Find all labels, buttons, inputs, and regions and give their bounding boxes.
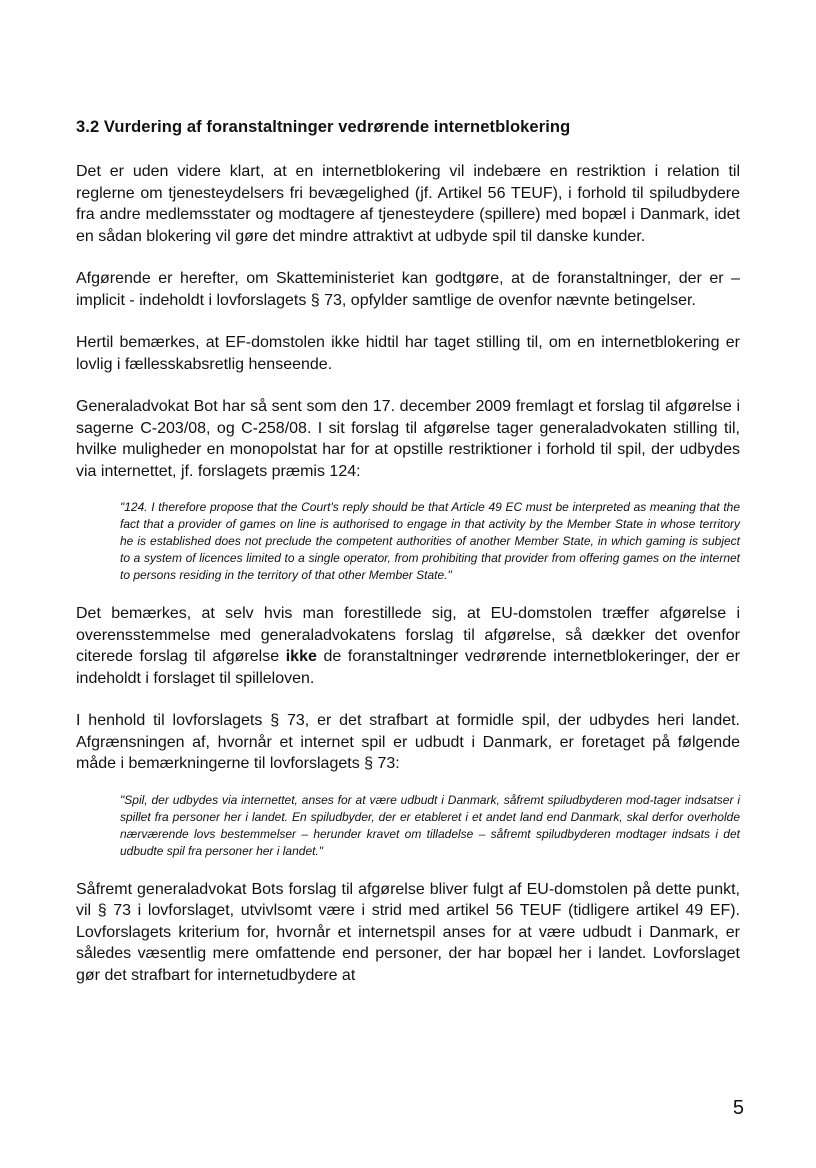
paragraph-5 [76,603,740,689]
quote-bemaerkninger: "Spil, der udbydes via internettet, anses for at være udbudt i Danmark, såfremt spiludbyderen mod-tager indsatser i spillet fra personer her i landet. En spiludbyder, der er etableret i et andet land end Danmark, skal derfor overholde nærværende lovs bestemmelser – herunder kravet om tilladelse – såfremt spiludbyderen modtager indsats i det udbudte spil fra personer her i landet." [120,792,740,858]
paragraph-5-text-start: Det bemærkes, at selv hvis man forestillede sig, at EU-domstolen træffer afgørelse i overensstemmelse med generaladvokatens forslag til afgørelse, så dækker det ovenfor citerede forslag til afgørelse [76,605,740,665]
paragraph-5-emphasis: ikke [285,648,317,665]
paragraph-2: Afgørende er herefter, om Skatteministeriet kan godtgøre, at de foranstaltninger, der er – implicit - indeholdt i lovforslagets § 73, opfylder samtlige de ovenfor nævnte betingelser. [76,270,740,309]
quote-premis-124: "124. I therefore propose that the Court's reply should be that Article 49 EC must be interpreted as meaning that the fact that a provider of games on line is authorised to engage in that activity by the Member State in whose territory he is established does not preclude the competent authorities of another Member State, in which gaming is subject to a system of licences limited to a single operator, from prohibiting that provider from offering games on the internet to persons residing in the territory of that other Member State." [120,500,740,582]
section-heading: 3.2 Vurdering af foranstaltninger vedrørende internetblokering [76,118,571,136]
paragraph-5-text-end: de foranstaltninger vedrørende internetblokeringer, der er indeholdt i forslaget til spilleloven. [76,648,741,687]
paragraph-3: Hertil bemærkes, at EF-domstolen ikke hidtil har taget stilling til, om en internetblokering er lovlig i fællesskabsretlig henseende. [76,334,740,373]
paragraph-1: Det er uden videre klart, at en internetblokering vil indebære en restriktion i relation til reglerne om tjenesteydelsers fri bevægelighed (jf. Artikel 56 TEUF), i forhold til spiludbydere fra andre medlemsstater og modtagere af tjenesteydere (spillere) med bopæl i Danmark, idet en sådan blokering vil gøre det mindre attraktivt at udbyde spil til danske kunder. [76,163,740,245]
paragraph-4: Generaladvokat Bot har så sent som den 17. december 2009 fremlagt et forslag til afgørelse i sagerne C-203/08, og C-258/08. I sit forslag til afgørelse tager generaladvokaten stilling til, hvilke muligheder en monopolstat har for at opstille restriktioner i forhold til spil, der udbydes via internettet, jf. forslagets præmis 124: [76,398,740,480]
paragraph-7: Såfremt generaladvokat Bots forslag til afgørelse bliver fulgt af EU-domstolen på dette punkt, vil § 73 i lovforslaget, utvivlsomt være i strid med artikel 56 TEUF (tidligere artikel 49 EF). Lovforslagets kriterium for, hvornår et internetspil anses for at være udbudt i Danmark, er således væsentlig mere omfattende end personer, der har bopæl her i landet. Lovforslaget gør det strafbart for internetudbydere at [76,880,740,984]
paragraph-6: I henhold til lovforslagets § 73, er det strafbart at formidle spil, der udbydes heri landet. Afgrænsningen af, hvornår et internet spil er udbudt i Danmark, er foretaget på følgende måde i bemærkningerne til lovforslagets § 73: [76,712,740,772]
page-number: 5 [732,1097,744,1119]
